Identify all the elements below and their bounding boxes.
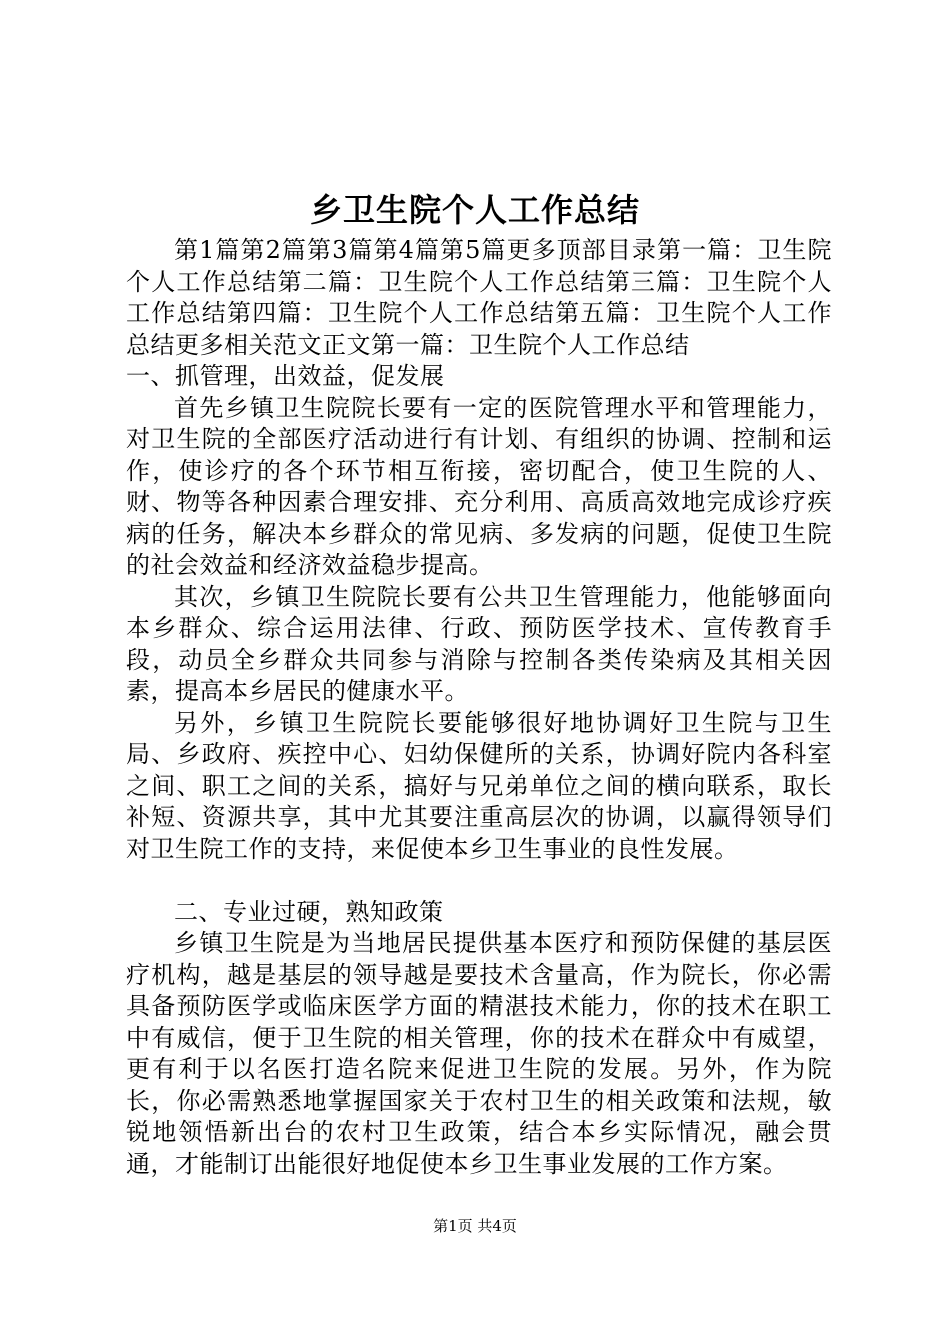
body-paragraph-2: 其次，乡镇卫生院院长要有公共卫生管理能力，他能够面向本乡群众、综合运用法律、行政、预防医学技术、宣传教育手段，动员全乡群众共同参与消除与控制各类传染病及其相关因素，提高本乡居民的健康水平。 — [126, 582, 832, 705]
body-paragraph-4: 乡镇卫生院是为当地居民提供基本医疗和预防保健的基层医疗机构，越是基层的领导越是要技术含量高，作为院长，你必需具备预防医学或临床医学方面的精湛技术能力，你的技术在职工中有威信，便于卫生院的相关管理，你的技术在群众中有威望，更有利于以名医打造名院来促进卫生院的发展。另外，作为院长，你必需熟悉地掌握国家关于农村卫生的相关政策和法规，敏锐地领悟新出台的农村卫生政策，结合本乡实际情况，融会贯通，才能制订出能很好地促使本乡卫生事业发展的工作方案。 — [126, 929, 832, 1178]
table-of-contents-paragraph: 第1篇第2篇第3篇第4篇第5篇更多顶部目录第一篇：卫生院个人工作总结第二篇：卫生院个人工作总结第三篇：卫生院个人工作总结第四篇：卫生院个人工作总结第五篇：卫生院个人工作总结更多相关范文正文第一篇：卫生院个人工作总结 — [126, 236, 832, 359]
paragraph-spacer — [126, 865, 832, 897]
page-number-footer: 第1页 共4页 — [433, 1217, 517, 1235]
document-title: 乡卫生院个人工作总结 — [309, 191, 640, 229]
body-paragraph-3: 另外，乡镇卫生院院长要能够很好地协调好卫生院与卫生局、乡政府、疾控中心、妇幼保健所的关系，协调好院内各科室之间、职工之间的关系，搞好与兄弟单位之间的横向联系，取长补短、资源共享，其中尤其要注重高层次的协调，以赢得领导们对卫生院工作的支持，来促使本乡卫生事业的良性发展。 — [126, 708, 832, 863]
section-heading-1: 一、抓管理，出效益，促发展 — [126, 362, 445, 390]
document-body — [126, 235, 832, 1180]
body-paragraph-1: 首先乡镇卫生院院长要有一定的医院管理水平和管理能力，对卫生院的全部医疗活动进行有计划、有组织的协调、控制和运作，使诊疗的各个环节相互衔接，密切配合，使卫生院的人、财、物等各种因素合理安排、充分利用、高质高效地完成诊疗疾病的任务，解决本乡群众的常见病、多发病的问题，促使卫生院的社会效益和经济效益稳步提高。 — [126, 393, 832, 579]
section-heading-2: 二、专业过硬，熟知政策 — [174, 897, 444, 926]
